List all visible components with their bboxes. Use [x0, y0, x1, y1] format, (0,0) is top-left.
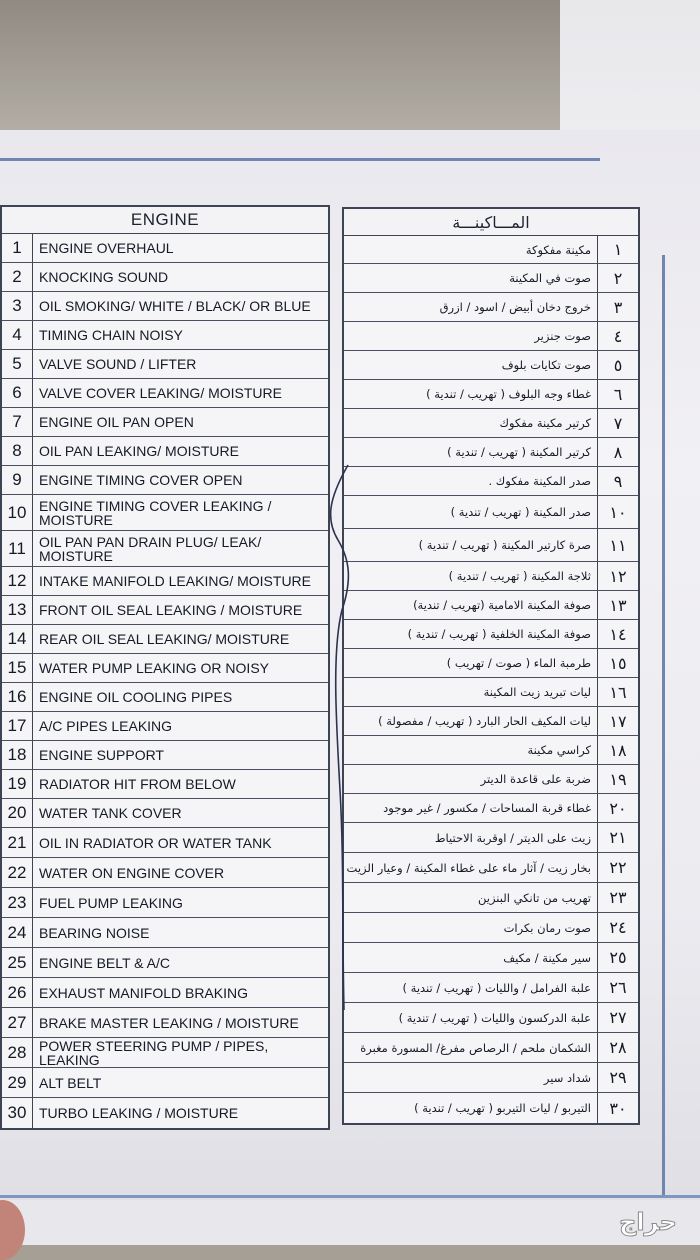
row-number: ٦ [597, 380, 638, 408]
row-label: RADIATOR HIT FROM BELOW [39, 776, 236, 792]
row-label: ALT BELT [39, 1074, 102, 1091]
row-number: 9 [2, 466, 33, 494]
row-label: الشكمان ملحم / الرصاص مفرغ/ المسورة مغبرة [360, 1040, 591, 1055]
row-label: OIL IN RADIATOR OR WATER TANK [39, 834, 272, 851]
row-number: ١٥ [597, 649, 638, 677]
arabic-rows [342, 235, 640, 1125]
row-number: 22 [2, 858, 33, 887]
english-row [2, 1008, 328, 1038]
row-label: OIL SMOKING/ WHITE / BLACK/ OR BLUE [39, 298, 311, 314]
english-row [2, 437, 328, 466]
row-number: 10 [2, 495, 33, 530]
row-number: ٢٧ [597, 1003, 638, 1032]
row-number: ١٨ [597, 736, 638, 764]
row-label: صدر المكينة مفكوك . [488, 474, 591, 488]
row-label: كرتير المكينة ( تهريب / تندية ) [447, 445, 591, 459]
row-label: التيربو / ليات التيربو ( تهريب / تندية ) [414, 1101, 591, 1115]
arabic-row [344, 409, 638, 438]
english-row [2, 799, 328, 828]
row-label: ENGINE OIL PAN OPEN [39, 414, 194, 430]
row-number: ١٧ [597, 707, 638, 735]
row-number: 28 [2, 1038, 33, 1067]
arabic-row [344, 649, 638, 678]
row-number: ١٤ [597, 620, 638, 648]
arabic-row [344, 438, 638, 467]
row-number: ٢١ [597, 823, 638, 852]
row-label: OIL PAN LEAKING/ MOISTURE [39, 443, 239, 459]
arabic-row [344, 853, 638, 883]
english-header [0, 205, 330, 233]
row-label: REAR OIL SEAL LEAKING/ MOISTURE [39, 631, 290, 647]
row-number: 11 [2, 531, 33, 566]
row-number: ١٠ [597, 496, 638, 528]
row-label: خروج دخان أبيض / اسود / ازرق [439, 300, 591, 314]
english-row [2, 567, 328, 596]
row-label: غطاء وجه البلوف ( تهريب / تندية ) [426, 387, 591, 401]
arabic-row [344, 913, 638, 943]
row-label: BEARING NOISE [39, 924, 150, 941]
row-label: VALVE COVER LEAKING/ MOISTURE [39, 385, 282, 401]
english-row [2, 741, 328, 770]
row-label: صوت تكايات بلوف [501, 358, 591, 372]
row-number: 21 [2, 828, 33, 857]
english-row [2, 321, 328, 350]
arabic-row [344, 562, 638, 591]
row-label: ENGINE TIMING COVER OPEN [39, 472, 243, 488]
row-number: ٣ [597, 293, 638, 321]
row-label: صوفة المكينة الامامية (تهريب / تندية) [413, 598, 591, 612]
arabic-row [344, 293, 638, 322]
row-label: علبة الفرامل / والليات ( تهريب / تندية ) [402, 980, 591, 995]
row-number: ٥ [597, 351, 638, 379]
english-row [2, 828, 328, 858]
english-row [2, 770, 328, 799]
row-label: ENGINE BELT & A/C [39, 954, 170, 971]
english-row [2, 948, 328, 978]
row-number: 19 [2, 770, 33, 798]
row-number: ٢٥ [597, 943, 638, 972]
arabic-row [344, 591, 638, 620]
english-row [2, 495, 328, 531]
arabic-row [344, 620, 638, 649]
row-number: 13 [2, 596, 33, 624]
row-number: ٢٠ [597, 794, 638, 822]
arabic-row [344, 1003, 638, 1033]
english-row [2, 379, 328, 408]
row-number: 3 [2, 292, 33, 320]
english-rows [0, 233, 330, 1130]
english-row [2, 1068, 328, 1098]
row-number: 26 [2, 978, 33, 1007]
row-number: ٢٣ [597, 883, 638, 912]
row-label: EXHAUST MANIFOLD BRAKING [39, 984, 249, 1001]
row-number: ٨ [597, 438, 638, 466]
row-label: مكينة مفكوكة [525, 242, 591, 257]
arabic-row [344, 322, 638, 351]
row-number: 29 [2, 1068, 33, 1097]
row-label: صرة كارتير المكينة ( تهريب / تندية ) [418, 538, 591, 552]
row-label: A/C PIPES LEAKING [39, 718, 173, 734]
arabic-row [344, 264, 638, 293]
row-number: ٢٢ [597, 853, 638, 882]
row-number: 6 [2, 379, 33, 407]
row-number: 8 [2, 437, 33, 465]
row-number: ٢٨ [597, 1033, 638, 1062]
row-number: ٤ [597, 322, 638, 350]
watermark-logo: حراج [619, 1208, 677, 1236]
row-label: BRAKE MASTER LEAKING / MOISTURE [39, 1014, 299, 1031]
arabic-row [344, 707, 638, 736]
row-number: 7 [2, 408, 33, 436]
arabic-row [344, 496, 638, 529]
english-row [2, 1038, 328, 1068]
arabic-row [344, 351, 638, 380]
row-number: ١٢ [597, 562, 638, 590]
row-label: غطاء قربة المساحات / مكسور / غير موجود [383, 801, 591, 815]
english-row [2, 292, 328, 321]
row-number: ١٩ [597, 765, 638, 793]
row-number: 27 [2, 1008, 33, 1037]
row-label: صدر المكينة ( تهريب / تندية ) [450, 505, 591, 519]
arabic-row [344, 529, 638, 562]
english-row [2, 654, 328, 683]
row-number: 15 [2, 654, 33, 682]
arabic-row [344, 943, 638, 973]
paper-margin [0, 1200, 700, 1245]
row-number: ١٦ [597, 678, 638, 706]
english-checklist-table [0, 205, 330, 1130]
row-label: WATER ON ENGINE COVER [39, 864, 225, 881]
row-label: KNOCKING SOUND [39, 269, 169, 285]
english-row [2, 408, 328, 437]
row-number: ٣٠ [597, 1093, 638, 1123]
row-label: FRONT OIL SEAL LEAKING / MOISTURE [39, 602, 303, 618]
row-label: WATER PUMP LEAKING OR NOISY [39, 660, 270, 676]
row-number: ٢٤ [597, 913, 638, 942]
arabic-row [344, 765, 638, 794]
english-row [2, 625, 328, 654]
arabic-row [344, 794, 638, 823]
row-number: 4 [2, 321, 33, 349]
row-number: 12 [2, 567, 33, 595]
row-label: ليات تبريد زيت المكينة [483, 685, 591, 699]
row-label: POWER STEERING PUMP / PIPES, LEAKING [39, 1037, 269, 1068]
row-label: WATER TANK COVER [39, 805, 182, 821]
arabic-row [344, 883, 638, 913]
row-label: سير مكينة / مكيف [503, 950, 591, 965]
arabic-checklist-table [342, 207, 640, 1125]
paper-right-rule [662, 255, 665, 1195]
row-number: 30 [2, 1098, 33, 1128]
arabic-row [344, 1063, 638, 1093]
english-row [2, 978, 328, 1008]
row-number: 5 [2, 350, 33, 378]
arabic-header [342, 207, 640, 235]
english-row [2, 1098, 328, 1128]
row-number: ٧ [597, 409, 638, 437]
arabic-row [344, 236, 638, 264]
row-label: صوت رمان بكرات [503, 920, 591, 935]
row-number: 24 [2, 918, 33, 947]
row-number: ١١ [597, 529, 638, 561]
row-label: FUEL PUMP LEAKING [39, 894, 183, 911]
row-label: ENGINE OIL COOLING PIPES [39, 689, 233, 705]
row-label: VALVE SOUND / LIFTER [39, 356, 197, 372]
row-label: ليات المكيف الحار البارد ( تهريب / مفصولة ) [378, 714, 591, 728]
row-number: ٢٦ [597, 973, 638, 1002]
english-row [2, 263, 328, 292]
row-number: ٩ [597, 467, 638, 495]
arabic-row [344, 823, 638, 853]
row-label: طرمبة الماء ( صوت / تهريب ) [446, 656, 591, 670]
english-row [2, 596, 328, 625]
row-label: كرتير مكينة مفكوك [499, 416, 591, 430]
row-number: 14 [2, 625, 33, 653]
row-label: TURBO LEAKING / MOISTURE [39, 1105, 239, 1121]
row-label: صوت جنزير [534, 329, 591, 343]
arabic-row [344, 1033, 638, 1063]
paper-bottom-rule [0, 1195, 700, 1198]
row-number: 17 [2, 712, 33, 740]
row-number: ١٣ [597, 591, 638, 619]
paper-top-rule [0, 158, 600, 161]
arabic-row [344, 380, 638, 409]
row-number: 18 [2, 741, 33, 769]
arabic-row [344, 467, 638, 496]
english-row [2, 858, 328, 888]
row-label: ENGINE SUPPORT [39, 747, 164, 763]
row-label: تهريب من تانكي البنزين [477, 890, 591, 905]
row-number: ٢ [597, 264, 638, 292]
arabic-row [344, 736, 638, 765]
row-label: كراسي مكينة [527, 743, 591, 757]
row-number: 16 [2, 683, 33, 711]
row-number: 23 [2, 888, 33, 917]
row-label: زيت على الديتر / اوقربة الاحتياط [434, 830, 591, 845]
english-row [2, 683, 328, 712]
arabic-row [344, 973, 638, 1003]
row-number: ١ [597, 236, 638, 263]
row-label: علبة الدركسون والليات ( تهريب / تندية ) [398, 1010, 591, 1025]
english-row [2, 350, 328, 379]
english-header-text: ENGINE [130, 210, 200, 229]
row-label: صوفة المكينة الخلفية ( تهريب / تندية ) [407, 627, 591, 641]
row-label: بخار زيت / آثار ماء على غطاء المكينة / وعيار الزيت [346, 860, 591, 875]
row-label: ضربة على قاعدة الديتر [480, 772, 591, 786]
row-label: OIL PAN PAN DRAIN PLUG/ LEAK/ MOISTURE [39, 533, 262, 564]
row-number: 1 [2, 234, 33, 262]
row-label: ENGINE TIMING COVER LEAKING / MOISTURE [39, 497, 272, 528]
english-row [2, 712, 328, 741]
row-label: ENGINE OVERHAUL [39, 240, 174, 256]
row-number: ٢٩ [597, 1063, 638, 1092]
row-number: 25 [2, 948, 33, 977]
english-row [2, 918, 328, 948]
row-label: INTAKE MANIFOLD LEAKING/ MOISTURE [39, 573, 312, 589]
arabic-row [344, 1093, 638, 1123]
row-number: 2 [2, 263, 33, 291]
row-label: TIMING CHAIN NOISY [39, 327, 183, 343]
row-number: 20 [2, 799, 33, 827]
row-label: شداد سير [543, 1070, 591, 1085]
english-row [2, 888, 328, 918]
english-row [2, 234, 328, 263]
arabic-row [344, 678, 638, 707]
arabic-header-text: المـــاكينـــة [452, 212, 530, 232]
english-row [2, 531, 328, 567]
row-label: ثلاجة المكينة ( تهريب / تندية ) [448, 569, 591, 583]
row-label: صوت في المكينة [509, 271, 591, 285]
handwritten-bracket-mark [318, 460, 358, 1020]
english-row [2, 466, 328, 495]
